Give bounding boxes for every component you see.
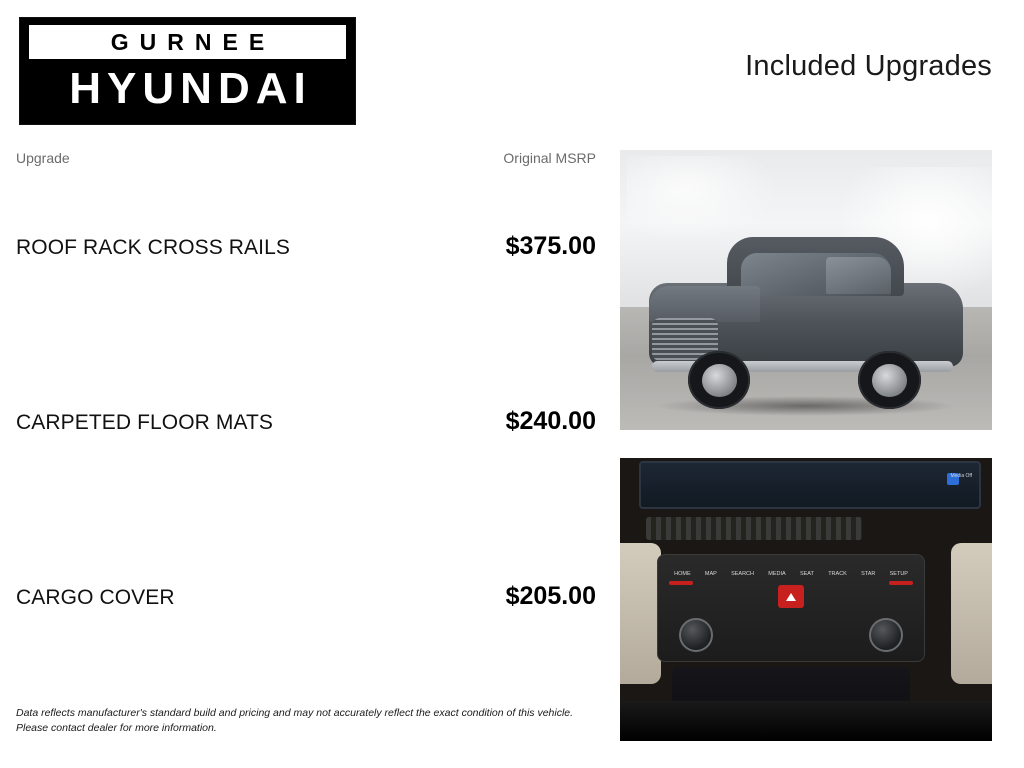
upgrade-name: CARGO COVER (16, 586, 175, 609)
control-button-star[interactable]: STAR (861, 571, 876, 578)
control-button-seat[interactable]: SEAT (799, 571, 814, 578)
vehicle-side-window (826, 257, 891, 294)
upgrade-price: $375.00 (505, 232, 596, 260)
column-header-msrp: Original MSRP (503, 150, 596, 166)
dashboard-left-trim (620, 543, 661, 685)
control-button-map[interactable]: MAP (704, 571, 717, 578)
control-button-media[interactable]: MEDIA (768, 571, 786, 578)
upgrade-name: ROOF RACK CROSS RAILS (16, 236, 290, 259)
climate-temp-indicator-right (889, 581, 913, 585)
upgrade-price: $205.00 (505, 582, 596, 610)
table-header-row (16, 150, 596, 170)
column-header-upgrade: Upgrade (16, 150, 70, 166)
dealer-logo (19, 17, 356, 125)
upgrade-name: CARPETED FLOOR MATS (16, 411, 274, 434)
disclaimer-line-1: Data reflects manufacturer's standard build and pricing and may not accurately reflect the exact condition of this vehicle. (16, 707, 574, 719)
table-row (16, 407, 596, 582)
climate-temp-indicator-left (669, 581, 693, 585)
disclaimer-line-2: Please contact dealer for more information. (16, 722, 217, 735)
floor-area (620, 701, 992, 741)
vehicle-interior-photo (620, 458, 992, 741)
page-title: Included Upgrades (745, 50, 992, 82)
disclaimer (16, 706, 606, 736)
control-button-home[interactable]: HOME (674, 571, 691, 578)
dealer-logo-name-text: GURNEE (110, 28, 276, 55)
screen-status-label: Media Off (950, 472, 973, 479)
suv-illustration (642, 234, 969, 396)
dashboard-air-vents (646, 517, 862, 540)
upgrades-table (16, 150, 596, 757)
climate-knob-right[interactable] (869, 618, 903, 652)
hazard-light-button[interactable] (778, 585, 805, 608)
table-row (16, 232, 596, 407)
infotainment-screen (639, 461, 981, 509)
dealer-logo-brand-text: HYUNDAI (69, 63, 312, 113)
table-body (16, 232, 596, 757)
dealer-logo-name (29, 25, 346, 59)
studio-light-left (627, 156, 776, 240)
control-button-setup[interactable]: SETUP (889, 571, 908, 578)
center-control-panel (657, 554, 925, 662)
dealer-logo-brand (29, 59, 346, 118)
vehicle-exterior-photo (620, 150, 992, 430)
control-button-row (674, 566, 908, 583)
climate-knob-left[interactable] (679, 618, 713, 652)
upgrade-price: $240.00 (505, 407, 596, 435)
control-button-track[interactable]: TRACK (828, 571, 847, 578)
dashboard-right-trim (951, 543, 992, 685)
vehicle-hood (649, 286, 760, 322)
vehicle-rear-wheel (858, 351, 920, 409)
control-button-search[interactable]: SEARCH (731, 571, 754, 578)
